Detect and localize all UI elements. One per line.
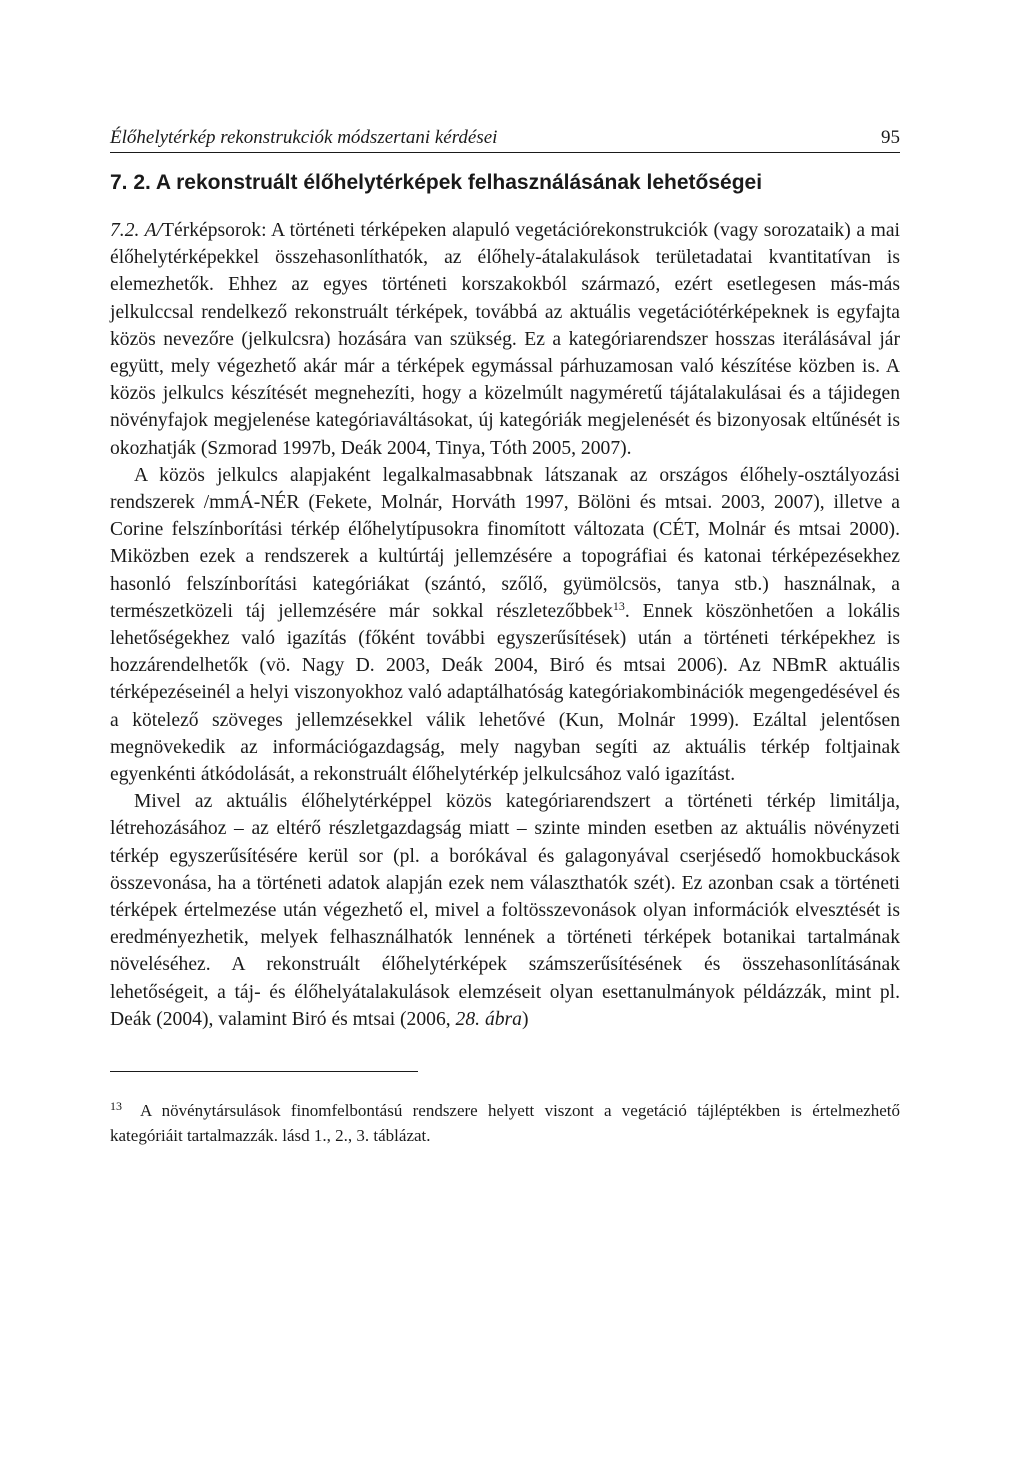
page-number: 95	[881, 127, 900, 148]
running-head-title: Élőhelytérkép rekonstrukciók módszertani kérdései	[110, 127, 498, 148]
figure-reference[interactable]: 28. ábra	[455, 1008, 522, 1030]
paragraph-2-text-a: A közös jelkulcs alapjaként legalkalmasabbnak látszanak az országos élőhely-osztályozási rendszerek /mmÁ-NÉR (Fekete, Molnár, Horváth 1997, Bölöni és mtsai. 2003, 2007), illetve a Corine felszínborítási térkép élőhelytípusokra finomított változata (CÉT, Molnár és mtsai 2000). Miközben ezek a rendszerek a kultúrtáj jellemzésére a topográfiai és katonai térképezésekhez hasonló felszínborítási kategóriákat (szántó, szőlő, gyümölcsös, tanya stb.) használnak, a természetközeli táj jellemzésére már sokkal részletezőbbek	[110, 464, 900, 622]
running-head	[110, 126, 900, 153]
footnote-divider	[110, 1071, 418, 1072]
paragraph-1-text: Térképsorok: A történeti térképeken alapuló vegetációrekonstrukciók (vagy sorozataik) a mai élőhelytérképekkel összehasonlíthatók, az élőhely-átalakulások területadatai kvantitatívan is elemezhetők. Ehhez az egyes történeti korszakokból származó, ezért esetlegesen más-más jelkulccsal rendelkező rekonstruált térképek, továbbá az aktuális vegetációtérképeknek is egyfajta közös nevezőre (jelkulcsra) hozására van szükség. Ez a kategóriarendszer hosszas iterálásával jár együtt, mely végezhető akár már a térképek egymással párhuzamosan való készítése közben is. A közös jelkulcs készítését megnehezíti, hogy a közelmúlt nagyméretű tájátalakulásai és a tájidegen növényfajok megjelenése kategóriaváltásokat, új kategóriák megjelenését és bizonyosak eltűnését is okozhatják (Szmorad 1997b, Deák 2004, Tinya, Tóth 2005, 2007).	[110, 220, 900, 459]
paragraph-1-lead-label: 7.2. A/	[110, 220, 163, 241]
paragraph-2-text-b: . Ennek köszönhetően a lokális lehetőségekhez való igazítás (főként további egyszerűsítések) után a történeti térképekhez is hozzárendelhetők (vö. Nagy D. 2003, Deák 2004, Biró és mtsai 2006). Az NBmR aktuális térképezéseinél a helyi viszonyokhoz való adaptálhatóság kategóriakombinációk megengedésével és a kötelező szöveges jellemzésekkel válik lehetővé (Kun, Molnár 1999). Ezáltal jelentősen megnövekedik az információgazdagság, mely nagyban segíti az aktuális térkép foltjainak egyenkénti átkódolását, a rekonstruált élőhelytérkép jelkulcsához való igazítást.	[110, 600, 900, 786]
paragraph-3-text-b: )	[521, 1008, 529, 1030]
book-page	[110, 126, 900, 1148]
section-heading: 7. 2. A rekonstruált élőhelytérképek felhasználásának lehetőségei	[110, 171, 763, 194]
footnote-reference[interactable]: 13	[612, 598, 625, 613]
paragraph-3-text-a: Mivel az aktuális élőhelytérképpel közös kategóriarendszert a történeti térkép limitálja, létrehozásához – az eltérő részletgazdagság miatt – szinte minden esetben az aktuális növényzeti térkép egyszerűsítésére kerül sor (pl. a borókával és galagonyával cserjésedő homokbuckások összevonása, ha a történeti adatok alapján ezek nem választhatók szét). Ez azonban csak a történeti térképek értelmezése után végezhető el, mivel a foltösszevonások olyan információk elvesztését is eredményezhetik, melyek felhasználhatók lennének a történeti térképek botanikai tartalmának növeléséhez. A rekonstruált élőhelytérképek számszerűsítésének és összehasonlításának lehetőségeit, a táj- és élőhelyátalakulások elemzéseit olyan esettanulmányok példázzák, mint pl. Deák (2004), valamint Biró és mtsai (2006,	[110, 791, 900, 1030]
paragraph-2	[110, 462, 900, 788]
paragraph-3	[110, 788, 900, 1033]
footnote-number: 13	[110, 1099, 122, 1114]
footnote	[110, 1094, 900, 1148]
footnote-text: A növénytársulások finomfelbontású rendszere helyett viszont a vegetáció tájléptékben is értelmezhető kategóriáit tartalmazzák. lásd 1., 2., 3. táblázat.	[110, 1101, 900, 1146]
paragraph-1	[110, 217, 900, 462]
body-text	[110, 217, 900, 1033]
